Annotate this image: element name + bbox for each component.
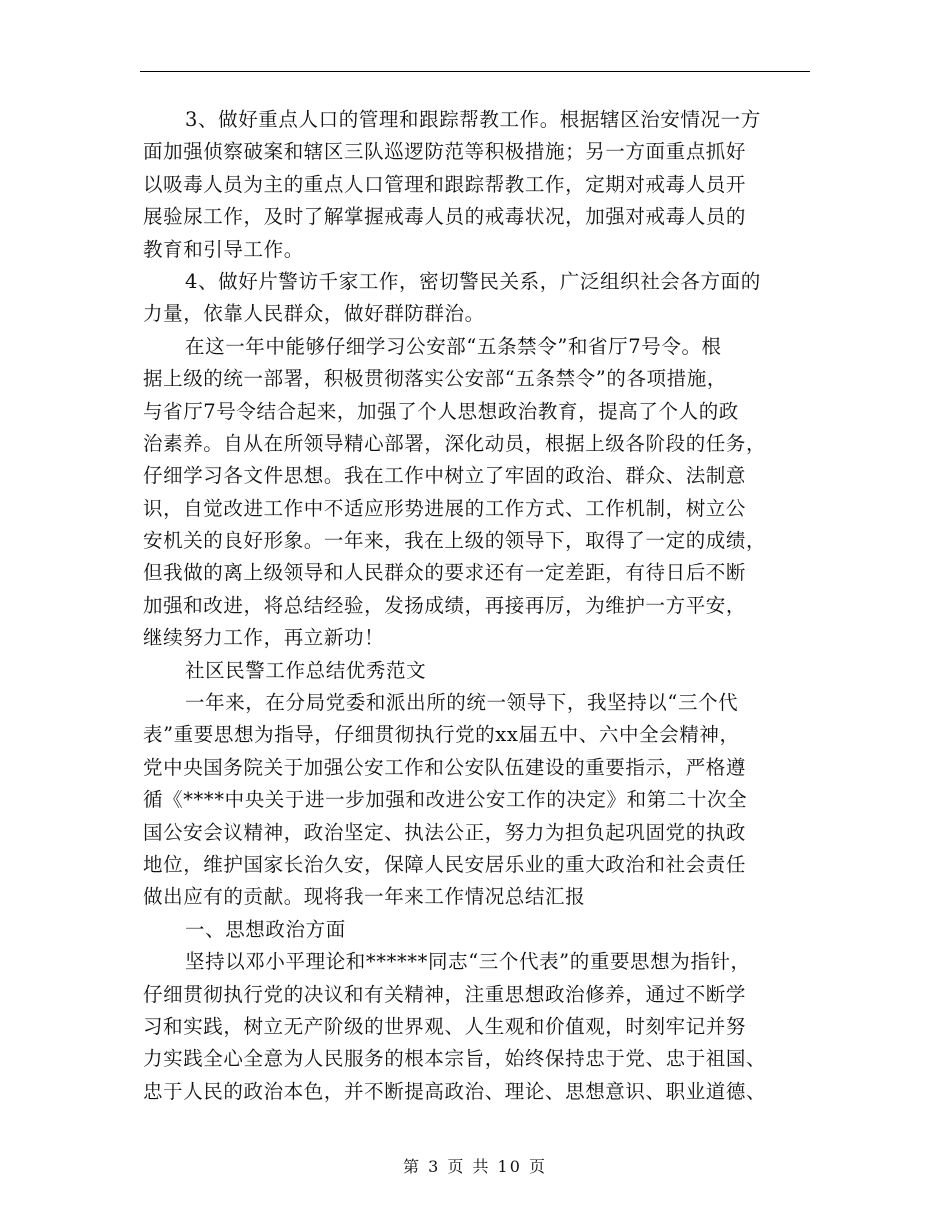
text-line: 仔细学习各文件思想。我在工作中树立了牢固的政治、群众、法制意	[143, 464, 747, 488]
text-line: 循《****中央关于进一步加强和改进公安工作的决定》和第二十次全	[143, 788, 748, 812]
text-line: 安机关的良好形象。一年来，我在上级的领导下，取得了一定的成绩，	[143, 529, 767, 553]
text-line: 力量，依靠人民群众，做好群防群治。	[143, 302, 485, 326]
text-line: 做出应有的贡献。现将我一年来工作情况总结汇报	[143, 885, 586, 909]
text-line: 坚持以邓小平理论和******同志“三个代表”的重要思想为指针，	[185, 950, 751, 974]
text-line: 国公安会议精神，政治坚定、执法公正，努力为担负起巩固党的执政	[143, 820, 747, 844]
text-line: 教育和引导工作。	[143, 237, 304, 261]
text-line: 一、思想政治方面	[185, 917, 346, 941]
text-line: 面加强侦察破案和辖区三队巡逻防范等积极措施；另一方面重点抓好	[143, 140, 747, 164]
text-line: 3、做好重点人口的管理和跟踪帮教工作。根据辖区治安情况一方	[185, 108, 761, 131]
text-line: 地位，维护国家长治久安，保障人民安居乐业的重大政治和社会责任	[143, 852, 747, 876]
text-line: 以吸毒人员为主的重点人口管理和跟踪帮教工作，定期对戒毒人员开	[143, 172, 747, 196]
text-line: 与省厅7号令结合起来，加强了个人思想政治教育，提高了个人的政	[143, 399, 739, 423]
text-line: 继续努力工作，再立新功！	[143, 626, 385, 650]
text-line: 习和实践，树立无产阶级的世界观、人生观和价值观，时刻牢记并努	[143, 1014, 747, 1038]
text-line: 加强和改进，将总结经验，发扬成绩，再接再厉，为维护一方平安，	[143, 593, 747, 617]
document-body	[143, 104, 811, 1108]
page-number: 第 3 页 共 10 页	[403, 1157, 547, 1176]
text-line: 识，自觉改进工作中不适应形势进展的工作方式、工作机制，树立公	[143, 496, 747, 520]
text-line: 社区民警工作总结优秀范文	[185, 658, 427, 682]
text-line: 力实践全心全意为人民服务的根本宗旨，始终保持忠于党、忠于祖国、	[143, 1047, 767, 1071]
text-line: 表”重要思想为指导，仔细贯彻执行党的xx届五中、六中全会精神，	[143, 723, 740, 747]
text-line: 忠于人民的政治本色，并不断提高政治、理论、思想意识、职业道德、	[143, 1079, 767, 1103]
text-line: 治素养。自从在所领导精心部署，深化动员，根据上级各阶段的任务，	[143, 431, 767, 455]
text-line: 在这一年中能够仔细学习公安部“五条禁令”和省厅7号令。根	[185, 334, 722, 358]
header-rule	[140, 71, 810, 72]
text-line: 党中央国务院关于加强公安工作和公安队伍建设的重要指示，严格遵	[143, 755, 747, 779]
text-line: 4、做好片警访千家工作，密切警民关系，广泛组织社会各方面的	[185, 269, 761, 293]
text-line: 一年来，在分局党委和派出所的统一领导下，我坚持以“三个代	[185, 691, 739, 715]
text-line: 据上级的统一部署，积极贯彻落实公安部“五条禁令”的各项措施，	[143, 367, 727, 391]
text-line: 仔细贯彻执行党的决议和有关精神，注重思想政治修养，通过不断学	[143, 982, 747, 1006]
text-line: 展验尿工作，及时了解掌握戒毒人员的戒毒状况，加强对戒毒人员的	[143, 205, 747, 229]
text-line: 但我做的离上级领导和人民群众的要求还有一定差距，有待日后不断	[143, 561, 747, 585]
